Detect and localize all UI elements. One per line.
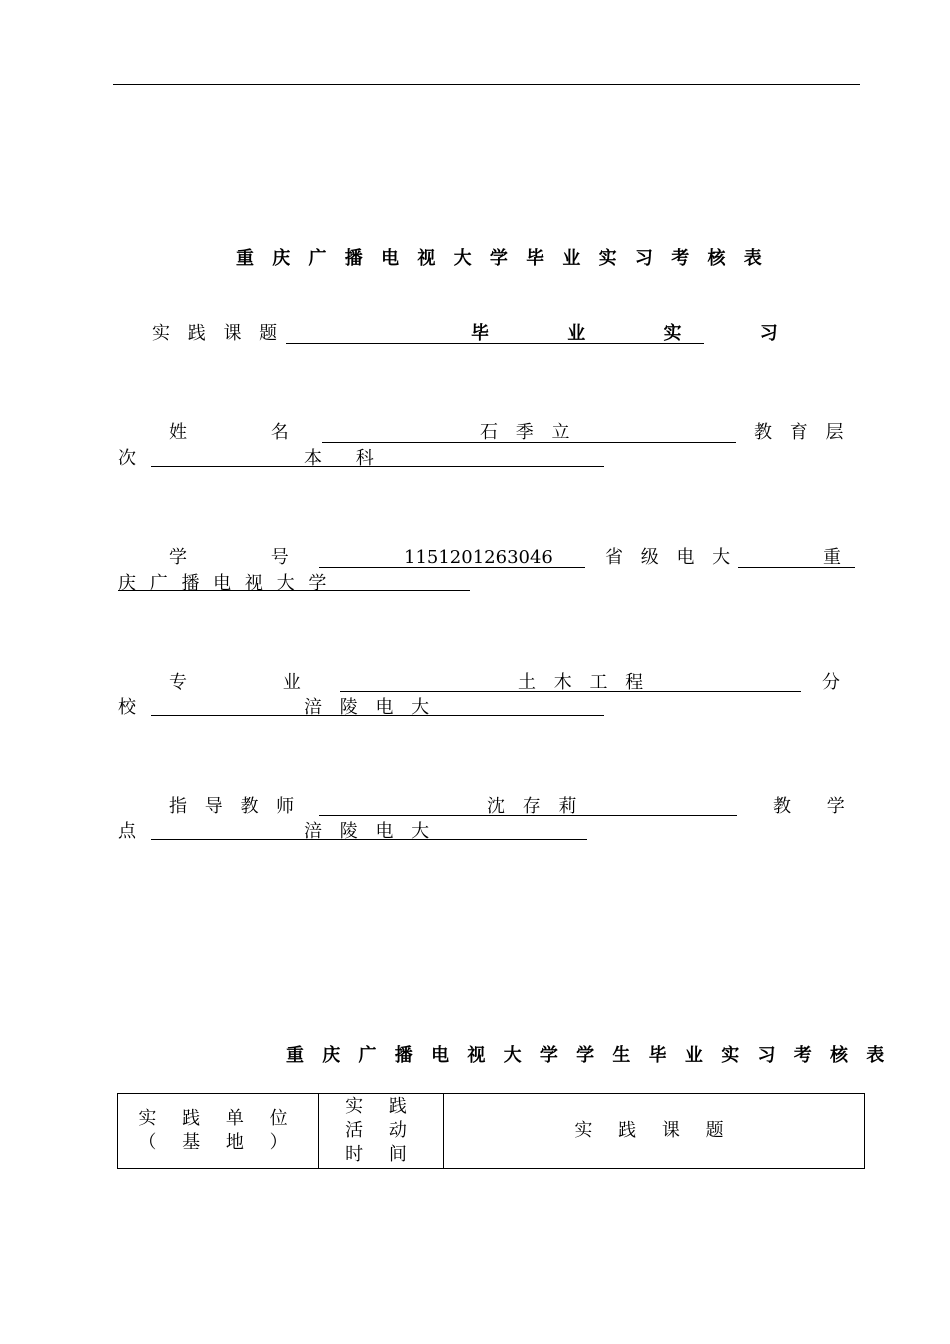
practice-topic-header: 实 践 课 题 — [574, 1120, 734, 1141]
province-label: 省 级 电 大 — [605, 547, 737, 568]
name-label: 姓 名 — [169, 422, 289, 443]
table-header-row — [118, 1094, 865, 1169]
student-id-value: 1151201263046 — [404, 547, 553, 568]
province-underline-2 — [118, 590, 470, 591]
student-id-label: 学 号 — [169, 547, 289, 568]
name-value: 石 季 立 — [480, 422, 576, 443]
province-value-part2: 庆 广 播 电 视 大 学 — [118, 573, 331, 594]
assessment-table — [117, 1093, 865, 1169]
level-value: 本 科 — [304, 448, 388, 469]
activity-time-line2: 活 动 — [345, 1120, 417, 1141]
document-title: 重 庆 广 播 电 视 大 学 毕 业 实 习 考 核 表 — [236, 248, 768, 269]
topic-label: 实 践 课 题 — [152, 323, 284, 344]
site-label-part2: 点 — [118, 821, 147, 842]
site-value: 涪 陵 电 大 — [304, 821, 436, 842]
activity-time-line3: 时 间 — [345, 1144, 417, 1165]
branch-value: 涪 陵 电 大 — [304, 697, 436, 718]
header-rule — [113, 84, 860, 85]
header-cell-practice-unit — [118, 1094, 319, 1169]
advisor-label: 指 导 教 师 — [169, 796, 301, 817]
branch-label-part2: 校 — [118, 697, 147, 718]
branch-label-part1: 分 — [822, 672, 851, 693]
level-label-part1: 教 育 层 — [754, 422, 850, 443]
topic-value: 毕 业 实 习 — [471, 323, 814, 344]
activity-time-line1: 实 践 — [345, 1096, 417, 1117]
province-value-part1: 重 — [823, 547, 851, 568]
practice-unit-line2: （ 基 地 ） — [138, 1132, 298, 1153]
advisor-value: 沈 存 莉 — [487, 796, 583, 817]
major-label: 专 业 — [169, 672, 301, 693]
major-value: 土 木 工 程 — [518, 672, 650, 693]
header-cell-practice-topic — [444, 1094, 865, 1169]
header-cell-activity-time — [319, 1094, 444, 1169]
table-title: 重 庆 广 播 电 视 大 学 学 生 毕 业 实 习 考 核 表 — [286, 1045, 891, 1066]
practice-unit-line1: 实 践 单 位 — [138, 1108, 298, 1129]
site-label-part1: 教 学 — [773, 796, 845, 817]
level-label-part2: 次 — [118, 448, 147, 469]
